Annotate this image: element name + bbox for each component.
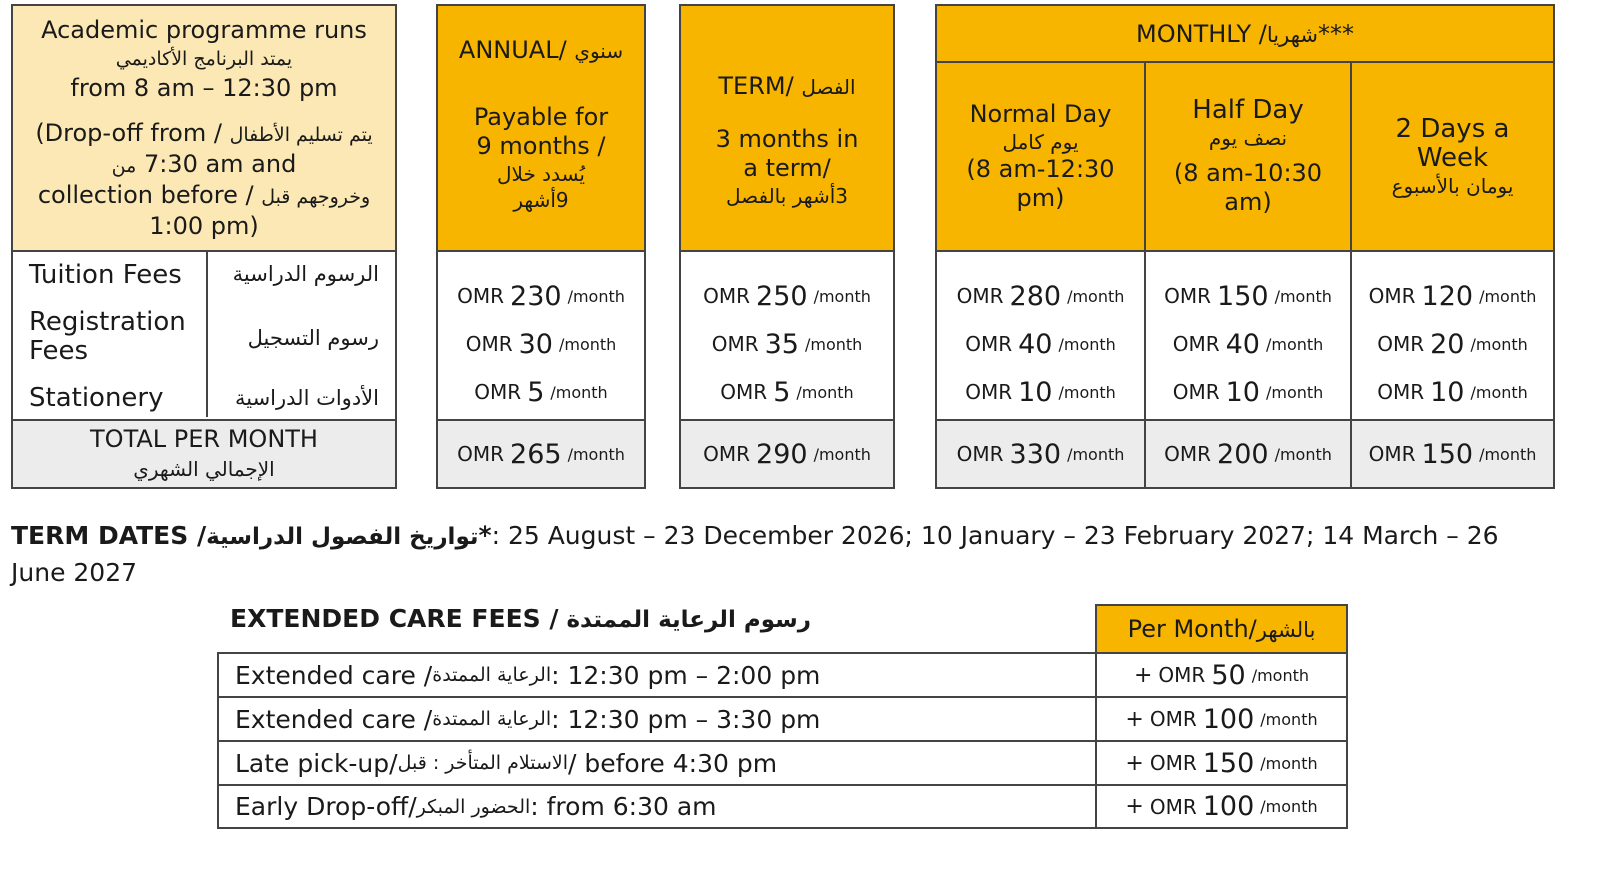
- half-day-hours: (8 am-10:30: [1173, 159, 1323, 187]
- normal-day-header: [937, 63, 1144, 250]
- term-stationery-fee: OMR 5 /month: [720, 376, 854, 408]
- half-day-registration-fee: OMR 40 /month: [1172, 328, 1324, 360]
- extended-row-3-price: + OMR 150 /month: [1125, 747, 1318, 779]
- extended-row-1: Extended care / الرعاية الممتدة : 12:30 pm – 2:00 pm: [235, 660, 821, 690]
- annual-total-cell: [438, 421, 644, 487]
- term-dates-mark: *: [478, 521, 492, 550]
- term-header: [681, 6, 893, 250]
- total-label-ar: الإجمالي الشهري: [133, 457, 275, 481]
- plan-monthly: [935, 4, 1555, 489]
- stationery-label: Stationery: [29, 383, 164, 413]
- extended-care-title-en: EXTENDED CARE FEES /: [230, 604, 559, 633]
- annual-detail2: 9 months /: [476, 132, 606, 160]
- half-day-title-ar: نصف يوم: [1208, 126, 1288, 150]
- annual-detail1: Payable for: [473, 103, 609, 131]
- stationery-label-ar: الأدوات الدراسية: [234, 386, 379, 410]
- term-dates: [11, 518, 1601, 590]
- two-days-title2: Week: [1416, 142, 1489, 173]
- academic-hours-cell: [13, 6, 395, 250]
- dropoff-line-a: (Drop-off from / يتم تسليم الأطفال: [35, 118, 373, 147]
- term-total-cell: [681, 421, 893, 487]
- extended-row-4: Early Drop-off/ الحضور المبكر : from 6:30 am: [235, 792, 717, 821]
- term-dates-line2: June 2027: [11, 558, 138, 587]
- two-days-title-ar: يومان بالأسبوع: [1391, 173, 1514, 198]
- term-tuition-fee: OMR 250 /month: [703, 280, 871, 312]
- tuition-label: Tuition Fees: [29, 260, 182, 290]
- dropoff-line-b: من 7:30 am and: [111, 149, 297, 178]
- term-title: TERM/ الفصل: [718, 72, 856, 100]
- term-dates-line1: [11, 518, 1601, 555]
- half-day-total: OMR 200 /month: [1164, 438, 1332, 470]
- registration-label: Registration Fees: [29, 307, 186, 366]
- monthly-title: MONTHLY /شهريا***: [1136, 19, 1354, 48]
- extended-care-title-ar: رسوم الرعاية الممتدة: [566, 607, 811, 633]
- tuition-label-ar: الرسوم الدراسية: [232, 262, 379, 286]
- annual-total: OMR 265 /month: [457, 438, 625, 470]
- registration-label-ar: رسوم التسجيل: [247, 326, 379, 350]
- normal-day-title: Normal Day: [969, 100, 1112, 128]
- total-label-cell: [13, 421, 395, 487]
- normal-day-fees: [937, 272, 1144, 416]
- term-fees: [681, 272, 893, 416]
- term-registration-fee: OMR 35 /month: [711, 328, 863, 360]
- normal-day-stationery-fee: OMR 10 /month: [965, 376, 1116, 408]
- two-days-title: 2 Days a: [1395, 113, 1510, 144]
- normal-day-total: OMR 330 /month: [956, 438, 1125, 470]
- annual-tuition-fee: OMR 230 /month: [457, 280, 625, 312]
- half-day-header: [1146, 63, 1350, 250]
- two-days-total-cell: [1352, 421, 1553, 487]
- term-dates-label: TERM DATES /: [11, 521, 207, 550]
- half-day-hours-end: am): [1224, 188, 1272, 216]
- annual-detail4: 9أشهر: [513, 188, 569, 212]
- academic-line1-ar: يمتد البرنامج الأكاديمي: [115, 47, 293, 70]
- two-days-fees: [1352, 272, 1553, 416]
- two-days-registration-fee: OMR 20 /month: [1377, 328, 1528, 360]
- annual-title: ANNUAL/ سنوي: [458, 36, 624, 64]
- dropoff-line-c: collection before / وخروجهم قبل: [37, 180, 371, 209]
- term-detail2: a term/: [743, 154, 831, 182]
- term-dates-text: : 25 August – 23 December 2026; 10 January – 23 February 2027; 14 March – 26: [491, 521, 1499, 550]
- normal-day-registration-fee: OMR 40 /month: [965, 328, 1116, 360]
- extended-row-2-price: + OMR 100 /month: [1125, 703, 1318, 735]
- term-detail3: 3أشهر بالفصل: [725, 184, 849, 208]
- total-label: TOTAL PER MONTH: [90, 425, 318, 453]
- term-detail1: 3 months in: [715, 125, 859, 153]
- monthly-header: [937, 6, 1553, 61]
- two-days-tuition-fee: OMR 120 /month: [1368, 280, 1537, 312]
- plan-annual: [436, 4, 646, 489]
- dropoff-line-d: 1:00 pm): [149, 211, 259, 240]
- per-month-header: Per Month/بالشهر: [1095, 604, 1348, 654]
- annual-registration-fee: OMR 30 /month: [465, 328, 617, 360]
- programme-info-table: [11, 4, 397, 489]
- extended-row-4-price: + OMR 100 /month: [1125, 791, 1318, 822]
- normal-day-title-ar: يوم كامل: [1002, 130, 1079, 154]
- half-day-tuition-fee: OMR 150 /month: [1164, 280, 1332, 312]
- normal-day-total-cell: [937, 421, 1144, 487]
- extended-care-title: [230, 604, 811, 633]
- half-day-title: Half Day: [1192, 95, 1304, 125]
- normal-day-hours-end: pm): [1016, 184, 1065, 212]
- half-day-fees: [1146, 272, 1350, 416]
- academic-line1: Academic programme runs: [41, 15, 367, 44]
- half-day-stationery-fee: OMR 10 /month: [1172, 376, 1324, 408]
- two-days-total: OMR 150 /month: [1368, 438, 1537, 470]
- annual-detail3: يُسدد خلال: [497, 162, 585, 186]
- two-days-header: [1352, 63, 1553, 250]
- annual-header: [438, 6, 644, 250]
- academic-line2: from 8 am – 12:30 pm: [70, 73, 338, 102]
- two-days-stationery-fee: OMR 10 /month: [1377, 376, 1528, 408]
- annual-fees: [438, 272, 644, 416]
- plan-term: [679, 4, 895, 489]
- term-total: OMR 290 /month: [703, 438, 871, 470]
- normal-day-tuition-fee: OMR 280 /month: [956, 280, 1125, 312]
- term-dates-label-ar: تواريخ الفصول الدراسية: [206, 524, 479, 550]
- normal-day-hours: (8 am-12:30: [966, 155, 1115, 183]
- extended-care-table: [217, 652, 1348, 829]
- extended-row-2: Extended care / الرعاية الممتدة : 12:30 pm – 3:30 pm: [235, 704, 821, 734]
- extended-row-3: Late pick-up/ الاستلام المتأخر : قبل / before 4:30 pm: [235, 748, 778, 778]
- extended-row-1-price: + OMR 50 /month: [1133, 659, 1310, 691]
- half-day-total-cell: [1146, 421, 1350, 487]
- annual-stationery-fee: OMR 5 /month: [474, 376, 608, 408]
